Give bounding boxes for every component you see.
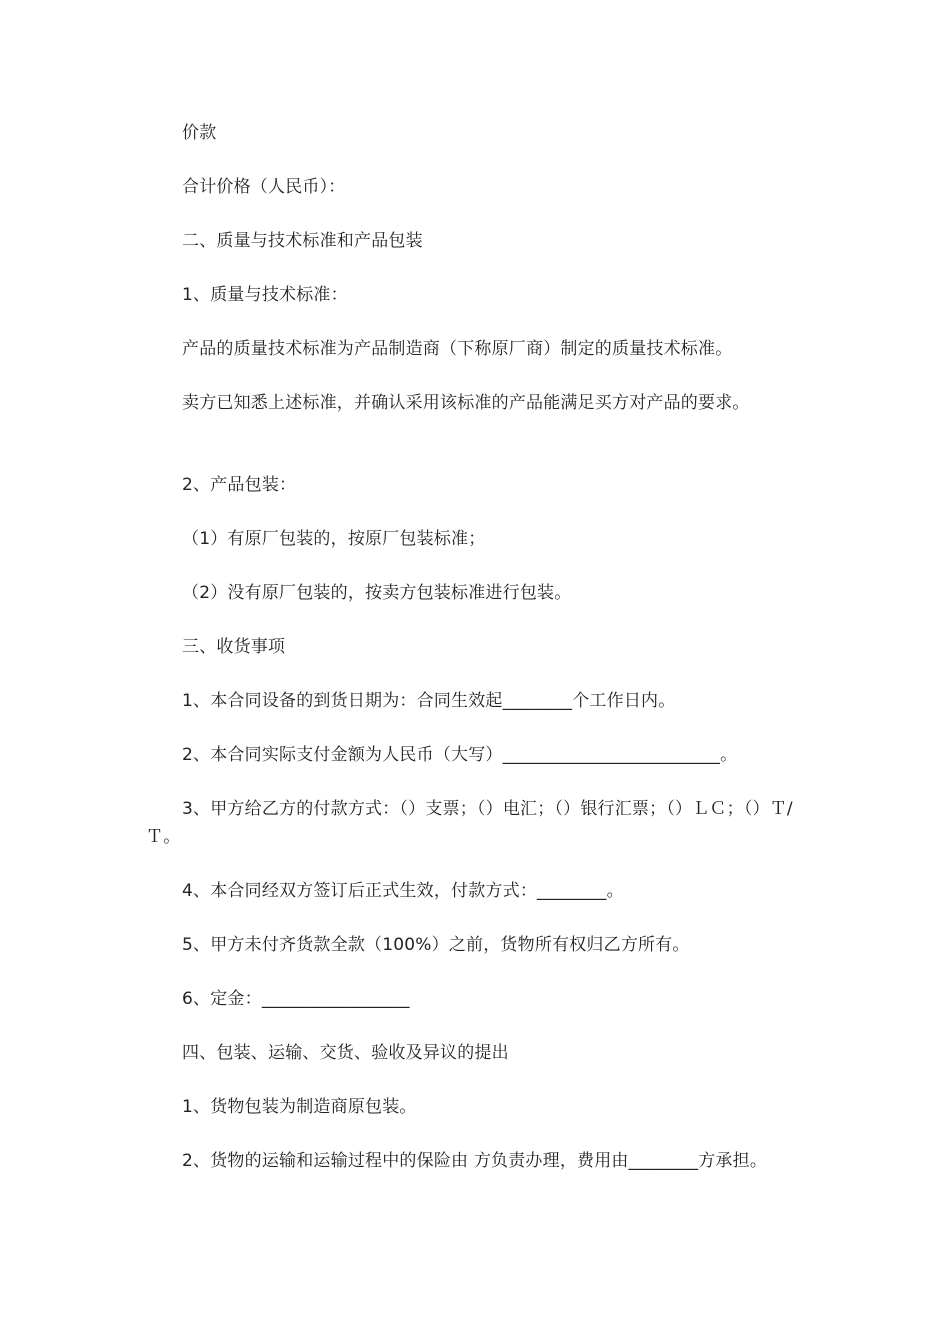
clause-3-4: 4、本合同经双方签订后正式生效，付款方式：________。 [182,881,624,901]
clause-2-2-heading: 2、产品包装： [182,475,297,495]
clause-2-1-heading: 1、质量与技术标准： [182,285,348,305]
clause-4-1: 1、货物包装为制造商原包装。 [182,1097,417,1117]
clause-3-3: 3、甲方给乙方的付款方式：（）支票；（）电汇；（）银行汇票；（）ＬＣ；（）Ｔ/Ｔ。 [146,799,793,847]
heading-price: 价款 [182,123,217,143]
clause-3-1: 1、本合同设备的到货日期为：合同生效起________个工作日内。 [182,691,676,711]
clause-2-2-item-2: （2）没有原厂包装的，按卖方包装标准进行包装。 [182,583,572,603]
section-2-heading: 二、质量与技术标准和产品包装 [182,231,423,251]
clause-2-1-text-b: 卖方已知悉上述标准，并确认采用该标准的产品能满足买方对产品的要求。 [182,393,750,413]
clause-3-5: 5、甲方未付齐货款全款（100%）之前，货物所有权归乙方所有。 [182,935,690,955]
clause-2-2-item-1: （1）有原厂包装的，按原厂包装标准； [182,529,486,549]
clause-2-1-text-a: 产品的质量技术标准为产品制造商（下称原厂商）制定的质量技术标准。 [182,339,733,359]
section-3-heading: 三、收货事项 [182,637,286,657]
clause-3-2: 2、本合同实际支付金额为人民币（大写）_________________________。 [182,745,738,765]
section-4-heading: 四、包装、运输、交货、验收及异议的提出 [182,1043,509,1063]
clause-3-6: 6、定金：_________________ [182,989,410,1009]
clause-4-2: 2、货物的运输和运输过程中的保险由 方负责办理，费用由________方承担。 [182,1151,768,1171]
total-price-line: 合计价格（人民币）： [182,177,346,197]
